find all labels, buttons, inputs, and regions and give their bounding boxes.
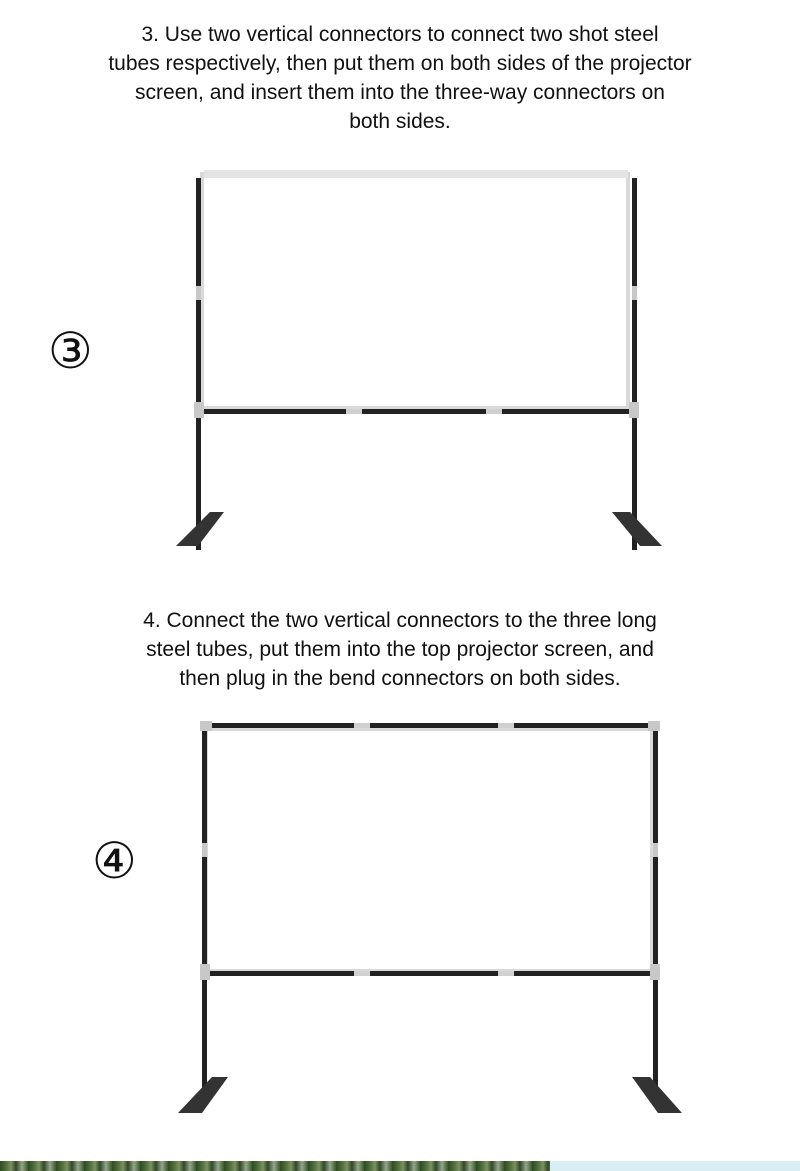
- bend-connector-right: [648, 721, 660, 731]
- vertical-connector-right: [632, 286, 637, 300]
- top-crossbar: [202, 723, 658, 728]
- crossbar-connector: [498, 723, 514, 728]
- sky-image: [550, 1161, 800, 1171]
- step-4-instruction: [0, 606, 800, 693]
- crossbar-connector: [354, 723, 370, 728]
- instruction-line: then plug in the bend connectors on both sides.: [179, 667, 621, 690]
- left-pole: [196, 178, 201, 550]
- bottom-crossbar: [199, 409, 635, 414]
- vertical-connector-left: [196, 286, 201, 300]
- bottom-photo-strip: [0, 1161, 800, 1171]
- step-4-illustration: [0, 715, 800, 1125]
- foliage-image: [0, 1161, 550, 1171]
- bend-connector-left: [200, 721, 212, 731]
- instruction-line: steel tubes, put them into the top projector screen, and: [146, 638, 654, 661]
- instruction-line: 4. Connect the two vertical connectors to the three long: [143, 609, 657, 632]
- projector-screen: [202, 174, 628, 408]
- step-3-number: ③: [48, 322, 93, 380]
- bottom-crossbar: [204, 971, 656, 976]
- step-3-illustration: [0, 160, 800, 560]
- three-way-connector-left: [194, 402, 204, 418]
- instruction-line: screen, and insert them into the three-way connectors on: [135, 81, 665, 104]
- crossbar-connector: [486, 409, 502, 414]
- three-way-connector-right: [650, 964, 660, 980]
- right-pole: [653, 725, 658, 1093]
- left-pole: [202, 725, 207, 1093]
- instruction-line: both sides.: [349, 110, 451, 133]
- three-way-connector-right: [629, 402, 639, 418]
- vertical-connector-left: [202, 843, 207, 857]
- crossbar-connector: [346, 409, 362, 414]
- vertical-connector-right: [653, 843, 658, 857]
- crossbar-connector: [498, 971, 514, 976]
- instruction-line: 3. Use two vertical connectors to connect two shot steel: [141, 23, 659, 46]
- crossbar-connector: [354, 971, 370, 976]
- step-3-instruction: [0, 20, 800, 136]
- three-way-connector-left: [200, 964, 210, 980]
- screen-top-band: [204, 170, 628, 178]
- instruction-line: tubes respectively, then put them on both sides of the projector: [108, 52, 692, 75]
- step-4-number: ④: [92, 832, 137, 890]
- projector-screen: [206, 729, 652, 971]
- right-pole: [632, 178, 637, 550]
